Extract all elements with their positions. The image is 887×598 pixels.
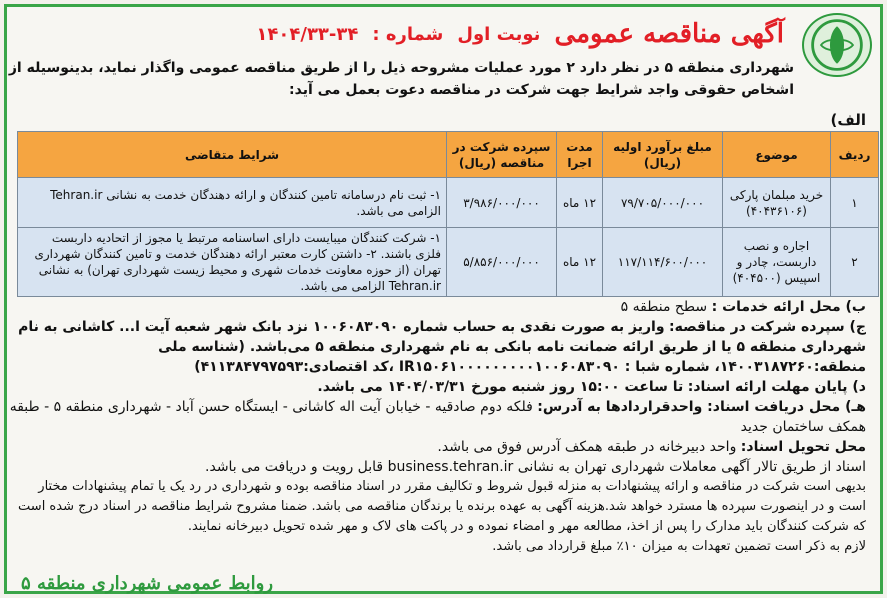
- notice-number: ۱۴۰۴/۳۳-۳۴: [256, 23, 359, 45]
- tender-table: [17, 131, 879, 297]
- cell-deposit: ۵/۸۵۶/۰۰۰/۰۰۰: [447, 228, 557, 297]
- table-header-row: [18, 132, 879, 178]
- cell-conditions: ۱- شرکت کنندگان میبایست دارای اساسنامه مرتبط یا مجوز از اتحادیه داربست فلزی باشند. ۲- داشتن کارت معتبر ارائه دهندگان خدمت و تامین کنندگان شهرداری تهران (از حوزه معاونت خدمات شهری و محیط زیست شهرداری تهران) به نشانی Tehran.ir الزامی می باشد.: [18, 228, 447, 297]
- table-row: [18, 178, 879, 228]
- intro-lead: شهرداری منطقه ۵: [664, 60, 794, 76]
- cell-estimate: ۷۹/۷۰۵/۰۰۰/۰۰۰: [603, 178, 723, 228]
- cell-duration: ۱۲ ماه: [557, 228, 603, 297]
- delivery-value: واحد دبیرخانه در طبقه همکف آدرس فوق می باشد.: [437, 439, 737, 455]
- col-estimate: مبلغ برآورد اولیه (ریال): [603, 132, 723, 178]
- clause-j-value: واریز به صورت نقدی به حساب شماره ۱۰۰۶۰۸۳۰۹۰ نزد بانک شهر شعبه آیت ا... کاشانی به نام شهرداری منطقه ۵ یا از طریق ارائه ضمانت نامه بانکی به نام شهرداری منطقه ۵ می‌باشد. (شناسه ملی منطقه:۱۴۰۰۳۱۸۷۲۶۰، شماره شبا : IR۱۵۰۶۱۰۰۰۰۰۰۰۰۰۱۰۰۶۰۸۳۰۹۰ ،کد اقتصادی:۴۱۱۳۸۴۷۹۷۵۹۳): [18, 319, 866, 375]
- col-conditions: شرایط متقاضی: [18, 132, 447, 178]
- clause-j: [8, 317, 866, 377]
- cell-row: ۱: [831, 178, 879, 228]
- round-label: نوبت اول: [457, 23, 541, 45]
- number-label: شماره :: [372, 23, 444, 45]
- cell-row: ۲: [831, 228, 879, 297]
- clause-j-label: ج) سپرده شرکت در مناقصه:: [669, 319, 866, 335]
- clause-d: [8, 377, 866, 397]
- section-label: الف): [830, 111, 866, 129]
- tehran-municipality-logo-icon: [802, 13, 872, 77]
- notice-title: آگهی مناقصه عمومی: [554, 19, 784, 49]
- col-duration: مدت اجرا: [557, 132, 603, 178]
- clause-h-value: فلکه دوم صادقیه - خیابان آیت اله کاشانی - ایستگاه حسن آباد - شهرداری منطقه ۵ - طبقه همکف ساختمان جدید: [9, 399, 866, 435]
- clause-d-label: د) پایان مهلت ارائه اسناد:: [687, 379, 866, 395]
- clause-b-label: ب) محل ارائه خدمات :: [711, 299, 866, 315]
- col-subject: موضوع: [723, 132, 831, 178]
- clause-b-value: سطح منطقه ۵: [620, 299, 708, 315]
- intro-text: در نظر دارد ۲ مورد عملیات مشروحه ذیل را از طریق مناقصه عمومی واگذار نماید، بدینوسیله از اشخاص حقوقی واجد شرایط جهت شرکت در مناقصه دعوت بعمل می آید:: [8, 60, 794, 98]
- col-row: ردیف: [831, 132, 879, 178]
- portal-text: اسناد از طریق تالار آگهی معاملات شهرداری تهران به نشانی business.tehran.ir قابل رویت و دریافت می باشد.: [205, 459, 866, 475]
- footer-signature: روابط عمومی شهرداری منطقه ۵: [21, 573, 274, 594]
- cell-duration: ۱۲ ماه: [557, 178, 603, 228]
- title-row: [84, 15, 784, 53]
- note-1: بدیهی است شرکت در مناقصه و ارائه پیشنهادات به منزله قبول شروط و تکالیف مقرر در اسناد مناقصه بوده و شهرداری در رد یک یا تمام پیشنهادات مختار است و در اینصورت سپرده ها مسترد خواهد شد.هزینه آگهی به عهده برنده یا برندگان مناقصه می باشد. ضمنا مشروح شرایط مناقصه در اسناد درج شده است که شرکت کنندگان باید مدارک را پس از اخذ، مطالعه مهر و امضاء نموده و در پاکت های لاک و مهر شده تحویل دبیرخانه نمایند.: [18, 479, 866, 534]
- clause-h: [8, 397, 866, 437]
- delivery-label: محل تحویل اسناد:: [740, 439, 866, 455]
- clause-d-value: تا ساعت ۱۵:۰۰ روز شنبه مورخ ۱۴۰۴/۰۳/۳۱ می باشد.: [317, 379, 684, 395]
- cell-subject: خرید مبلمان پارکی (۴۰۴۳۶۱۰۶): [723, 178, 831, 228]
- intro-paragraph: [8, 57, 794, 101]
- clause-b: [8, 297, 866, 317]
- cell-conditions: ۱- ثبت نام درسامانه تامین کنندگان و ارائه دهندگان خدمت به نشانی Tehran.ir الزامی می باشد.: [18, 178, 447, 228]
- cell-subject: اجاره و نصب داربست، چادر و اسپیس (۴۰۴۵۰۰): [723, 228, 831, 297]
- cell-deposit: ۳/۹۸۶/۰۰۰/۰۰۰: [447, 178, 557, 228]
- col-deposit: سپرده شرکت در مناقصه (ریال): [447, 132, 557, 178]
- clause-h-label: هـ) محل دریافت اسناد: واحدقراردادها به آدرس:: [537, 399, 866, 415]
- clause-delivery: [8, 437, 866, 457]
- notice-body: [8, 297, 866, 557]
- cell-estimate: ۱۱۷/۱۱۴/۶۰۰/۰۰۰: [603, 228, 723, 297]
- note-2: لازم به ذکر است تضمین تعهدات به میزان ۱۰٪ مبلغ قرارداد می باشد.: [492, 539, 866, 554]
- table-row: [18, 228, 879, 297]
- notice-frame: [4, 4, 883, 594]
